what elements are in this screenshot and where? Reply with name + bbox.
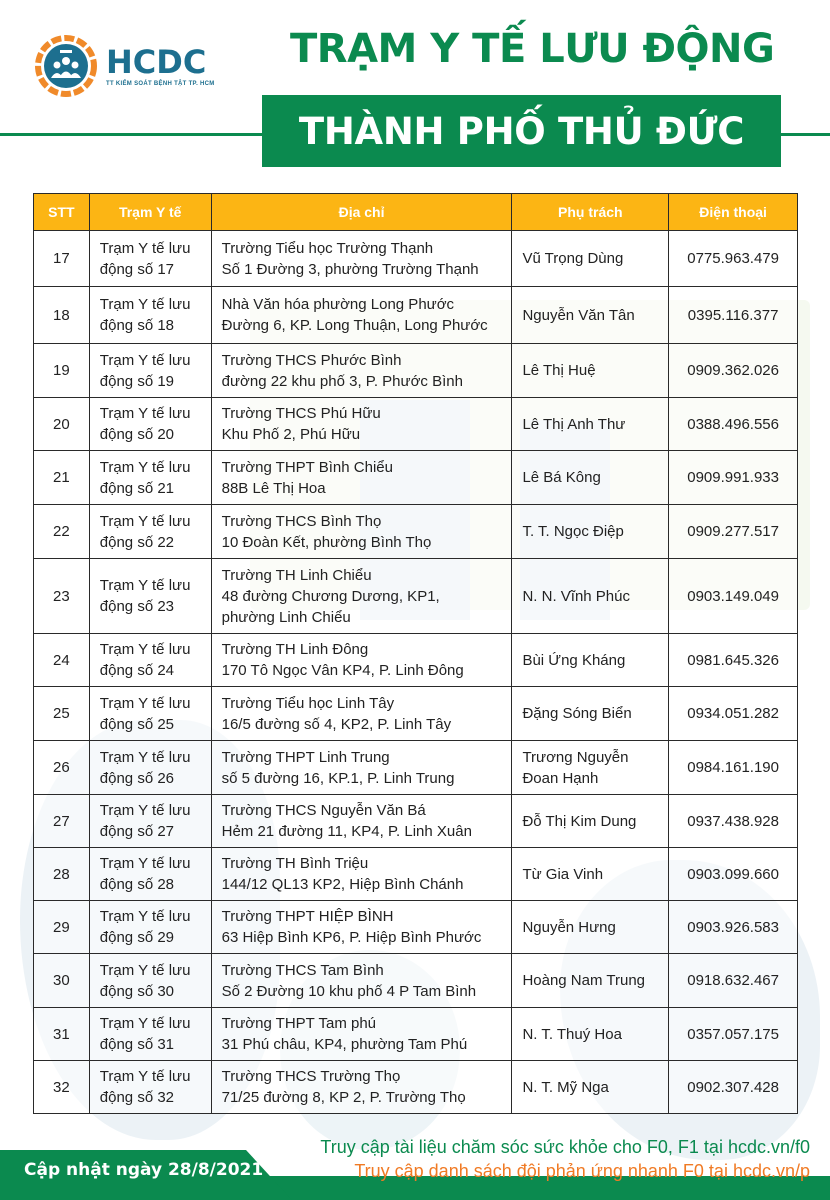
- cell-address: [211, 287, 512, 344]
- cell-person-in-charge: [512, 901, 669, 954]
- cell-person-in-charge: [512, 848, 669, 901]
- cell-line: Nguyễn Văn Tân: [522, 306, 635, 324]
- cell-line: Trường THPT HIỆP BÌNH: [221, 908, 394, 925]
- page-title: TRẠM Y TẾ LƯU ĐỘNG: [290, 26, 775, 72]
- cell-line: Từ Gia Vinh: [522, 865, 604, 883]
- column-header-stt: STT: [34, 194, 90, 231]
- table-row: [34, 795, 798, 848]
- cell-person-in-charge: [512, 1061, 669, 1114]
- cell-stt: 21: [34, 451, 90, 505]
- cell-line: Bùi Ứng Kháng: [522, 651, 626, 669]
- cell-station: [89, 954, 211, 1008]
- stations-table: [33, 193, 798, 1114]
- column-header-person-in-charge: Phụ trách: [512, 194, 669, 231]
- cell-station: [89, 451, 211, 505]
- people-sun-icon: [34, 34, 98, 98]
- cell-station: [89, 559, 211, 634]
- cell-line: Trường Tiểu học Trường Thạnh: [221, 239, 434, 257]
- cell-line: Trạm Y tế lưu: [99, 1068, 191, 1085]
- cell-line: Đặng Sóng Biển: [522, 705, 632, 722]
- cell-person-in-charge: [512, 231, 669, 287]
- table-row: [34, 451, 798, 505]
- cell-line: 63 Hiệp Bình KP6, P. Hiệp Bình Phước: [221, 929, 482, 946]
- column-header-address: Địa chỉ: [211, 194, 512, 231]
- cell-line: Đường 6, KP. Long Thuận, Long Phước: [221, 317, 488, 334]
- cell-person-in-charge: [512, 741, 669, 795]
- table-row: [34, 559, 798, 634]
- cell-station: [89, 634, 211, 687]
- cell-person-in-charge: [512, 344, 669, 398]
- table-header-row: [34, 194, 798, 231]
- cell-line: 144/12 QL13 KP2, Hiệp Bình Chánh: [221, 876, 464, 893]
- cell-station: [89, 901, 211, 954]
- cell-stt: 27: [34, 795, 90, 848]
- cell-line: động số 17: [99, 260, 175, 278]
- cell-line: Trạm Y tế lưu: [99, 908, 191, 925]
- cell-address: [211, 231, 512, 287]
- cell-line: động số 28: [99, 876, 175, 893]
- cell-line: Số 1 Đường 3, phường Trường Thạnh: [221, 260, 479, 278]
- cell-line: Trạm Y tế lưu: [99, 458, 191, 476]
- logo-name: HCDC: [106, 43, 207, 81]
- cell-line: Trạm Y tế lưu: [99, 748, 191, 766]
- cell-address: [211, 451, 512, 505]
- f0-care-link[interactable]: Truy cập tài liệu chăm sóc sức khỏe cho F0, F1 tại hcdc.vn/f0: [320, 1137, 810, 1157]
- cell-phone: 0934.051.282: [669, 687, 798, 741]
- cell-line: Lê Bá Kông: [522, 469, 601, 486]
- cell-line: động số 31: [99, 1036, 175, 1053]
- cell-phone: 0903.099.660: [669, 848, 798, 901]
- table-row: [34, 231, 798, 287]
- cell-station: [89, 287, 211, 344]
- cell-line: Lê Thị Huệ: [522, 362, 596, 379]
- cell-line: Khu Phố 2, Phú Hữu: [221, 426, 361, 443]
- cell-stt: 17: [34, 231, 90, 287]
- cell-phone: 0902.307.428: [669, 1061, 798, 1114]
- cell-line: số 5 đường 16, KP.1, P. Linh Trung: [221, 769, 455, 787]
- cell-line: động số 21: [99, 479, 175, 497]
- cell-station: [89, 231, 211, 287]
- table-row: [34, 901, 798, 954]
- cell-line: Trường TH Bình Triệu: [221, 855, 369, 872]
- divider: [0, 133, 262, 136]
- cell-person-in-charge: [512, 451, 669, 505]
- cell-line: Trường THCS Bình Thọ: [221, 512, 382, 530]
- cell-line: động số 22: [99, 533, 175, 551]
- column-header-phone: Điện thoại: [669, 194, 798, 231]
- cell-line: Trường Tiểu học Linh Tây: [221, 694, 395, 712]
- table-row: [34, 1008, 798, 1061]
- cell-stt: 24: [34, 634, 90, 687]
- cell-line: Trường THPT Linh Trung: [221, 748, 390, 766]
- cell-line: Lê Thị Anh Thư: [522, 415, 626, 433]
- table-row: [34, 344, 798, 398]
- cell-line: Trạm Y tế lưu: [99, 694, 191, 712]
- cell-line: Trạm Y tế lưu: [99, 239, 191, 257]
- cell-person-in-charge: [512, 398, 669, 451]
- cell-line: Trạm Y tế lưu: [99, 351, 191, 369]
- cell-line: 170 Tô Ngọc Vân KP4, P. Linh Đông: [221, 662, 464, 679]
- cell-person-in-charge: [512, 505, 669, 559]
- cell-station: [89, 848, 211, 901]
- table-row: [34, 287, 798, 344]
- table-row: [34, 954, 798, 1008]
- cell-line: đường 22 khu phố 3, P. Phước Bình: [221, 372, 463, 390]
- cell-line: Nguyễn Hưng: [522, 918, 616, 936]
- cell-stt: 23: [34, 559, 90, 634]
- cell-line: Trường THCS Trường Thọ: [221, 1068, 401, 1085]
- cell-address: [211, 344, 512, 398]
- cell-person-in-charge: [512, 287, 669, 344]
- cell-stt: 29: [34, 901, 90, 954]
- cell-phone: 0357.057.175: [669, 1008, 798, 1061]
- cell-line: động số 29: [99, 929, 175, 946]
- cell-line: 16/5 đường số 4, KP2, P. Linh Tây: [221, 715, 452, 733]
- cell-line: Trường TH Linh Đông: [221, 641, 369, 658]
- cell-line: Trạm Y tế lưu: [99, 641, 191, 658]
- cell-phone: 0984.161.190: [669, 741, 798, 795]
- cell-stt: 25: [34, 687, 90, 741]
- cell-line: động số 20: [99, 426, 175, 443]
- cell-address: [211, 795, 512, 848]
- cell-station: [89, 1061, 211, 1114]
- cell-line: 71/25 đường 8, KP 2, P. Trường Thọ: [221, 1089, 466, 1106]
- table-row: [34, 398, 798, 451]
- cell-line: N. T. Thuý Hoa: [522, 1025, 622, 1043]
- cell-station: [89, 398, 211, 451]
- cell-address: [211, 901, 512, 954]
- cell-line: Trường THCS Nguyễn Văn Bá: [221, 802, 426, 819]
- cell-phone: 0388.496.556: [669, 398, 798, 451]
- cell-stt: 18: [34, 287, 90, 344]
- table-row: [34, 505, 798, 559]
- cell-address: [211, 687, 512, 741]
- cell-phone: 0909.277.517: [669, 505, 798, 559]
- cell-person-in-charge: [512, 634, 669, 687]
- cell-station: [89, 344, 211, 398]
- cell-person-in-charge: [512, 1008, 669, 1061]
- f0-response-team-link[interactable]: Truy cập danh sách đội phản ứng nhanh F0 tại hcdc.vn/p: [354, 1161, 810, 1181]
- logo-subtitle: TT KIỂM SOÁT BỆNH TẬT TP. HCM: [106, 81, 215, 87]
- cell-stt: 32: [34, 1061, 90, 1114]
- cell-stt: 26: [34, 741, 90, 795]
- cell-station: [89, 1008, 211, 1061]
- cell-line: Trường THCS Tam Bình: [221, 961, 384, 979]
- city-banner: THÀNH PHỐ THỦ ĐỨC: [262, 95, 781, 167]
- cell-line: 88B Lê Thị Hoa: [221, 479, 326, 497]
- cell-station: [89, 505, 211, 559]
- cell-line: T. T. Ngọc Điệp: [522, 523, 624, 540]
- cell-line: Trường THPT Bình Chiểu: [221, 458, 393, 476]
- cell-line: Hoàng Nam Trung: [522, 972, 646, 989]
- cell-stt: 30: [34, 954, 90, 1008]
- table-row: [34, 741, 798, 795]
- cell-line: động số 24: [99, 662, 175, 679]
- cell-line: phường Linh Chiểu: [221, 608, 351, 626]
- cell-stt: 22: [34, 505, 90, 559]
- cell-address: [211, 559, 512, 634]
- cell-address: [211, 1008, 512, 1061]
- cell-line: động số 18: [99, 317, 175, 334]
- cell-station: [89, 741, 211, 795]
- cell-address: [211, 505, 512, 559]
- cell-line: động số 27: [99, 823, 175, 840]
- cell-phone: 0903.926.583: [669, 901, 798, 954]
- cell-line: N. N. Vĩnh Phúc: [522, 587, 630, 605]
- cell-stt: 31: [34, 1008, 90, 1061]
- cell-phone: 0395.116.377: [669, 287, 798, 344]
- table-row: [34, 687, 798, 741]
- cell-line: động số 19: [99, 372, 175, 390]
- cell-line: Trương Nguyễn: [522, 748, 629, 766]
- cell-line: 10 Đoàn Kết, phường Bình Thọ: [221, 533, 432, 551]
- cell-person-in-charge: [512, 559, 669, 634]
- cell-phone: 0937.438.928: [669, 795, 798, 848]
- cell-line: 31 Phú châu, KP4, phường Tam Phú: [221, 1036, 468, 1053]
- cell-line: Đỗ Thị Kim Dung: [522, 812, 637, 830]
- cell-line: Trạm Y tế lưu: [99, 296, 191, 313]
- cell-line: Trạm Y tế lưu: [99, 512, 191, 530]
- updated-date: Cập nhật ngày 28/8/2021: [24, 1160, 264, 1180]
- cell-line: Trường THCS Phú Hữu: [221, 405, 381, 422]
- cell-person-in-charge: [512, 954, 669, 1008]
- cell-line: Số 2 Đường 10 khu phố 4 P Tam Bình: [221, 982, 477, 1000]
- cell-phone: 0909.362.026: [669, 344, 798, 398]
- cell-line: 48 đường Chương Dương, KP1,: [221, 587, 440, 605]
- column-header-station: Trạm Y tế: [89, 194, 211, 231]
- table-row: [34, 634, 798, 687]
- cell-line: Đoan Hạnh: [522, 769, 599, 787]
- cell-phone: 0775.963.479: [669, 231, 798, 287]
- hcdc-logo: [34, 34, 215, 98]
- cell-line: Trường THCS Phước Bình: [221, 351, 402, 369]
- cell-line: động số 30: [99, 982, 175, 1000]
- cell-station: [89, 795, 211, 848]
- cell-line: Trạm Y tế lưu: [99, 802, 191, 819]
- cell-address: [211, 1061, 512, 1114]
- cell-phone: 0918.632.467: [669, 954, 798, 1008]
- cell-person-in-charge: [512, 687, 669, 741]
- cell-address: [211, 848, 512, 901]
- cell-line: Trạm Y tế lưu: [99, 961, 191, 979]
- cell-phone: 0903.149.049: [669, 559, 798, 634]
- cell-line: Hẻm 21 đường 11, KP4, P. Linh Xuân: [221, 823, 472, 840]
- cell-line: Trường THPT Tam phú: [221, 1015, 377, 1032]
- cell-line: Trạm Y tế lưu: [99, 1015, 191, 1032]
- cell-line: Vũ Trọng Dùng: [522, 250, 624, 267]
- cell-address: [211, 634, 512, 687]
- cell-line: động số 25: [99, 715, 175, 733]
- cell-line: động số 26: [99, 769, 175, 787]
- cell-line: Trạm Y tế lưu: [99, 405, 191, 422]
- cell-line: Trạm Y tế lưu: [99, 855, 191, 872]
- cell-address: [211, 741, 512, 795]
- cell-line: Trạm Y tế lưu: [99, 577, 191, 594]
- cell-line: N. T. Mỹ Nga: [522, 1078, 609, 1096]
- cell-phone: 0909.991.933: [669, 451, 798, 505]
- cell-phone: 0981.645.326: [669, 634, 798, 687]
- cell-line: Nhà Văn hóa phường Long Phước: [221, 296, 455, 313]
- table-row: [34, 1061, 798, 1114]
- cell-line: động số 32: [99, 1089, 175, 1106]
- cell-address: [211, 398, 512, 451]
- cell-stt: 19: [34, 344, 90, 398]
- cell-address: [211, 954, 512, 1008]
- cell-line: động số 23: [99, 598, 175, 615]
- cell-stt: 28: [34, 848, 90, 901]
- cell-person-in-charge: [512, 795, 669, 848]
- cell-line: Trường TH Linh Chiểu: [221, 566, 372, 584]
- cell-stt: 20: [34, 398, 90, 451]
- cell-station: [89, 687, 211, 741]
- table-row: [34, 848, 798, 901]
